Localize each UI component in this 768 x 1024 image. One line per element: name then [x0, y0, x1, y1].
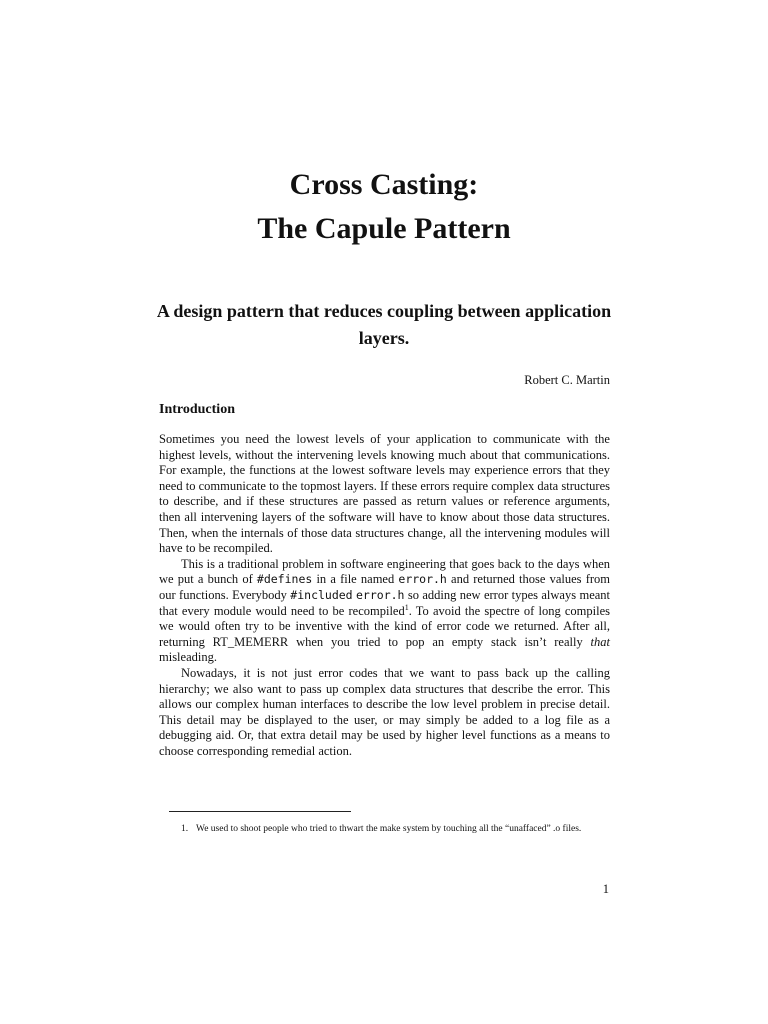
- author: Robert C. Martin: [524, 373, 610, 387]
- title-line-2: The Capule Pattern: [257, 212, 511, 245]
- emphasis: that: [590, 634, 610, 649]
- code-included: #included: [290, 587, 353, 602]
- text-run: . To avoid the spectre of long compiles we would often try to be inventive with the kind of error code we returned. After all, returning RT_MEMERR when you tried to pop an empty stack isn’t really: [159, 603, 610, 649]
- code-defines: #defines: [256, 572, 313, 587]
- code-error-h: error.h: [356, 587, 405, 602]
- text-run: misleading.: [159, 650, 217, 665]
- subtitle: A design pattern that reduces coupling between application layers.: [156, 301, 612, 348]
- footnote: [181, 823, 601, 835]
- paragraph-1: Sometimes you need the lowest levels of your application to communicate with the highest levels, without the intervening levels knowing much about that communications. For example, the functions at the lowest software levels may experience errors that they need to communicate to the topmost layers. If these errors require complex data structures to describe, and if these structures are passed as return values or reference arguments, then all intervening layers of the software will have to know about those data structures. Then, when the internals of those data structures change, all the intervening modules will have to be recompiled.: [159, 432, 610, 556]
- footnote-divider: [169, 811, 351, 812]
- footnote-text: We used to shoot people who tried to thwart the make system by touching all the “unaffaced” .o files.: [196, 824, 582, 834]
- page-number: 1: [602, 882, 609, 896]
- paragraph-2: [159, 557, 610, 666]
- text-run: and returned those values from our functions. Everybody: [159, 572, 611, 602]
- title-line-1: Cross Casting:: [289, 168, 479, 201]
- section-heading-introduction: Introduction: [159, 402, 235, 417]
- text-run: in a file named: [312, 572, 399, 587]
- code-error-h: error.h: [398, 572, 447, 587]
- body-text: [159, 432, 610, 759]
- footnote-reference[interactable]: 1: [404, 602, 409, 612]
- text-run: This is a traditional problem in software engineering that goes back to the days when we put a bunch of: [159, 556, 610, 587]
- paragraph-3: Nowadays, it is not just error codes that we want to pass back up the calling hierarchy; we also want to pass up complex data structures that describe the error. This allows our complex human interfaces to describe the low level problem in precise detail. This detail may be displayed to the user, or may simply be added to a log file as a debugging aid. Or, that extra detail may be used by higher level functions as a means to choose corresponding remedial action.: [159, 665, 610, 758]
- footnote-number: 1.: [181, 824, 189, 834]
- text-run: so adding new error types always meant that every module would need to be recompiled: [159, 587, 611, 618]
